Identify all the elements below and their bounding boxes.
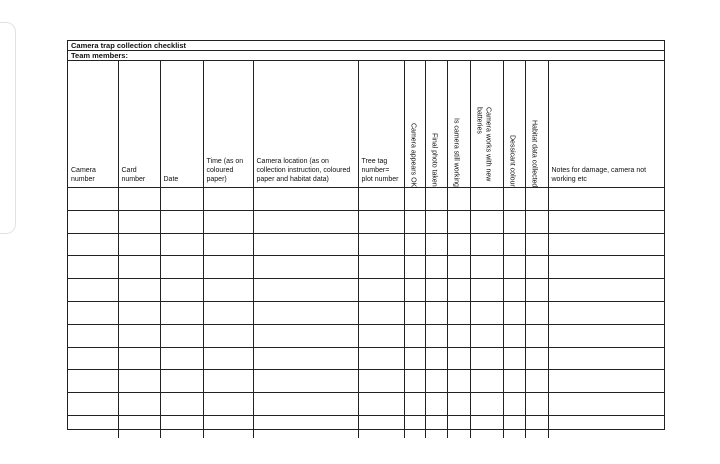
cell-camera-number[interactable] [68, 256, 118, 279]
cell-camera-number[interactable] [68, 370, 118, 393]
cell-habitat-data[interactable] [525, 324, 548, 347]
table-row [68, 301, 664, 324]
cell-final-photo[interactable] [425, 324, 447, 347]
header-card-number: Card number [118, 61, 160, 188]
cell-final-photo[interactable] [425, 415, 447, 437]
cell-still-working[interactable] [447, 301, 470, 324]
cell-camera-location[interactable] [253, 347, 358, 370]
cell-still-working[interactable] [447, 188, 470, 211]
header-final-photo: Final photo taken [425, 61, 447, 188]
cell-appears-ok[interactable] [404, 415, 425, 437]
header-new-batteries: Camera works with new batteries [470, 61, 503, 188]
cell-date[interactable] [160, 256, 203, 279]
cell-appears-ok[interactable] [404, 210, 425, 233]
cell-habitat-data[interactable] [525, 415, 548, 437]
cell-card-number[interactable] [118, 233, 160, 256]
cell-still-working[interactable] [447, 233, 470, 256]
cell-habitat-data[interactable] [525, 393, 548, 416]
cell-still-working[interactable] [447, 415, 470, 437]
cell-appears-ok[interactable] [404, 393, 425, 416]
header-still-working: Is camera still working [447, 61, 470, 188]
cell-camera-location[interactable] [253, 301, 358, 324]
cell-dessicant[interactable] [503, 347, 525, 370]
cell-habitat-data[interactable] [525, 279, 548, 302]
cell-dessicant[interactable] [503, 393, 525, 416]
cell-notes[interactable] [548, 256, 664, 279]
side-panel-edge [0, 22, 16, 234]
cell-appears-ok[interactable] [404, 324, 425, 347]
checklist-table [68, 61, 664, 438]
cell-notes[interactable] [548, 393, 664, 416]
cell-notes[interactable] [548, 370, 664, 393]
cell-appears-ok[interactable] [404, 301, 425, 324]
cell-still-working[interactable] [447, 370, 470, 393]
cell-card-number[interactable] [118, 347, 160, 370]
cell-appears-ok[interactable] [404, 279, 425, 302]
cell-camera-location[interactable] [253, 370, 358, 393]
cell-time[interactable] [203, 279, 253, 302]
cell-tree-tag[interactable] [358, 188, 404, 211]
cell-camera-number[interactable] [68, 415, 118, 437]
team-members-label: Team members: [68, 51, 664, 61]
cell-final-photo[interactable] [425, 256, 447, 279]
cell-notes[interactable] [548, 301, 664, 324]
header-camera-appears-ok: Camera appears OK [404, 61, 425, 188]
cell-time[interactable] [203, 233, 253, 256]
cell-notes[interactable] [548, 415, 664, 437]
cell-camera-location[interactable] [253, 188, 358, 211]
header-row [68, 61, 664, 188]
header-tree-tag: Tree tag number= plot number [358, 61, 404, 188]
cell-date[interactable] [160, 188, 203, 211]
cell-final-photo[interactable] [425, 233, 447, 256]
cell-final-photo[interactable] [425, 210, 447, 233]
cell-notes[interactable] [548, 233, 664, 256]
cell-camera-location[interactable] [253, 233, 358, 256]
cell-new-batteries[interactable] [470, 347, 503, 370]
cell-new-batteries[interactable] [470, 256, 503, 279]
table-row [68, 370, 664, 393]
cell-still-working[interactable] [447, 256, 470, 279]
cell-card-number[interactable] [118, 393, 160, 416]
cell-tree-tag[interactable] [358, 210, 404, 233]
cell-still-working[interactable] [447, 210, 470, 233]
table-row [68, 256, 664, 279]
cell-dessicant[interactable] [503, 233, 525, 256]
cell-camera-number[interactable] [68, 279, 118, 302]
cell-date[interactable] [160, 393, 203, 416]
cell-new-batteries[interactable] [470, 324, 503, 347]
cell-final-photo[interactable] [425, 370, 447, 393]
cell-habitat-data[interactable] [525, 301, 548, 324]
cell-new-batteries[interactable] [470, 233, 503, 256]
cell-notes[interactable] [548, 210, 664, 233]
cell-final-photo[interactable] [425, 347, 447, 370]
cell-camera-number[interactable] [68, 324, 118, 347]
header-camera-number: Camera number [68, 61, 118, 188]
cell-date[interactable] [160, 324, 203, 347]
cell-tree-tag[interactable] [358, 233, 404, 256]
cell-time[interactable] [203, 415, 253, 437]
cell-camera-location[interactable] [253, 210, 358, 233]
cell-camera-location[interactable] [253, 393, 358, 416]
cell-time[interactable] [203, 324, 253, 347]
cell-dessicant[interactable] [503, 301, 525, 324]
cell-appears-ok[interactable] [404, 347, 425, 370]
table-row [68, 279, 664, 302]
cell-card-number[interactable] [118, 279, 160, 302]
cell-new-batteries[interactable] [470, 301, 503, 324]
cell-appears-ok[interactable] [404, 188, 425, 211]
cell-tree-tag[interactable] [358, 393, 404, 416]
table-row [68, 347, 664, 370]
table-row [68, 188, 664, 211]
cell-final-photo[interactable] [425, 188, 447, 211]
cell-time[interactable] [203, 393, 253, 416]
header-dessicant-colour: Dessicant colour [503, 61, 525, 188]
cell-tree-tag[interactable] [358, 347, 404, 370]
cell-dessicant[interactable] [503, 415, 525, 437]
cell-final-photo[interactable] [425, 279, 447, 302]
cell-date[interactable] [160, 347, 203, 370]
cell-tree-tag[interactable] [358, 279, 404, 302]
cell-camera-number[interactable] [68, 188, 118, 211]
header-habitat-data: Habitat data collected [525, 61, 548, 188]
cell-still-working[interactable] [447, 324, 470, 347]
cell-camera-location[interactable] [253, 415, 358, 437]
cell-dessicant[interactable] [503, 210, 525, 233]
cell-still-working[interactable] [447, 393, 470, 416]
cell-notes[interactable] [548, 279, 664, 302]
cell-time[interactable] [203, 256, 253, 279]
cell-final-photo[interactable] [425, 301, 447, 324]
cell-camera-number[interactable] [68, 393, 118, 416]
cell-new-batteries[interactable] [470, 370, 503, 393]
cell-notes[interactable] [548, 188, 664, 211]
cell-time[interactable] [203, 210, 253, 233]
checklist-rows [68, 188, 664, 438]
cell-date[interactable] [160, 370, 203, 393]
cell-card-number[interactable] [118, 370, 160, 393]
cell-dessicant[interactable] [503, 370, 525, 393]
cell-dessicant[interactable] [503, 188, 525, 211]
cell-habitat-data[interactable] [525, 370, 548, 393]
cell-appears-ok[interactable] [404, 370, 425, 393]
cell-tree-tag[interactable] [358, 301, 404, 324]
cell-time[interactable] [203, 370, 253, 393]
cell-new-batteries[interactable] [470, 210, 503, 233]
table-row [68, 324, 664, 347]
table-row [68, 415, 664, 437]
cell-tree-tag[interactable] [358, 256, 404, 279]
cell-final-photo[interactable] [425, 393, 447, 416]
cell-card-number[interactable] [118, 415, 160, 437]
checklist-sheet [67, 40, 665, 430]
cell-notes[interactable] [548, 347, 664, 370]
cell-still-working[interactable] [447, 347, 470, 370]
cell-date[interactable] [160, 233, 203, 256]
cell-time[interactable] [203, 301, 253, 324]
cell-notes[interactable] [548, 324, 664, 347]
header-date: Date [160, 61, 203, 188]
cell-card-number[interactable] [118, 301, 160, 324]
header-camera-location: Camera location (as on collection instruction, coloured paper and habitat data) [253, 61, 358, 188]
cell-time[interactable] [203, 347, 253, 370]
cell-date[interactable] [160, 210, 203, 233]
table-row [68, 233, 664, 256]
cell-camera-location[interactable] [253, 256, 358, 279]
cell-date[interactable] [160, 415, 203, 437]
cell-camera-number[interactable] [68, 347, 118, 370]
cell-date[interactable] [160, 301, 203, 324]
cell-tree-tag[interactable] [358, 370, 404, 393]
cell-still-working[interactable] [447, 279, 470, 302]
table-row [68, 210, 664, 233]
sheet-title: Camera trap collection checklist [68, 41, 664, 51]
cell-tree-tag[interactable] [358, 324, 404, 347]
cell-tree-tag[interactable] [358, 415, 404, 437]
cell-camera-location[interactable] [253, 279, 358, 302]
cell-date[interactable] [160, 279, 203, 302]
cell-new-batteries[interactable] [470, 415, 503, 437]
header-notes: Notes for damage, camera not working etc [548, 61, 664, 188]
cell-card-number[interactable] [118, 210, 160, 233]
cell-appears-ok[interactable] [404, 256, 425, 279]
cell-time[interactable] [203, 188, 253, 211]
cell-card-number[interactable] [118, 188, 160, 211]
cell-card-number[interactable] [118, 324, 160, 347]
cell-habitat-data[interactable] [525, 256, 548, 279]
cell-dessicant[interactable] [503, 256, 525, 279]
cell-new-batteries[interactable] [470, 393, 503, 416]
table-row [68, 393, 664, 416]
cell-dessicant[interactable] [503, 279, 525, 302]
cell-habitat-data[interactable] [525, 188, 548, 211]
cell-new-batteries[interactable] [470, 188, 503, 211]
cell-new-batteries[interactable] [470, 279, 503, 302]
cell-camera-number[interactable] [68, 210, 118, 233]
cell-card-number[interactable] [118, 256, 160, 279]
cell-dessicant[interactable] [503, 324, 525, 347]
cell-camera-location[interactable] [253, 324, 358, 347]
cell-habitat-data[interactable] [525, 347, 548, 370]
cell-appears-ok[interactable] [404, 233, 425, 256]
cell-habitat-data[interactable] [525, 210, 548, 233]
cell-camera-number[interactable] [68, 233, 118, 256]
header-time: Time (as on coloured paper) [203, 61, 253, 188]
cell-habitat-data[interactable] [525, 233, 548, 256]
cell-camera-number[interactable] [68, 301, 118, 324]
